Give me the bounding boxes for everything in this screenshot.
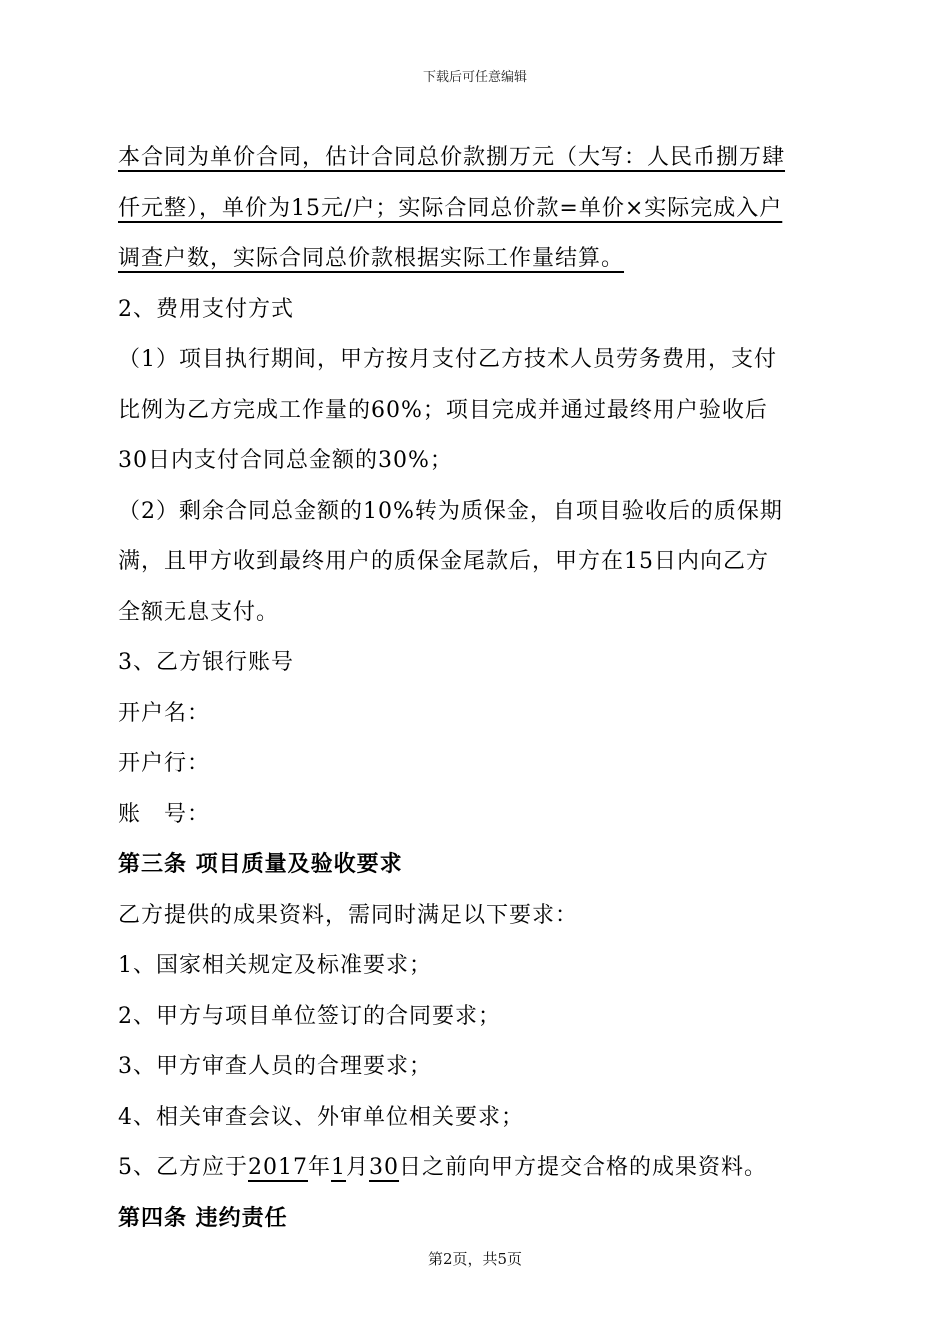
payment-clause-1-line-2: 比例为乙方完成工作量的60%；项目完成并通过最终用户验收后 (118, 397, 768, 423)
payment-clause-1-line-3: 30日内支付合同总金额的30%； (118, 448, 453, 473)
article-4-heading: 第四条 违约责任 (118, 1205, 288, 1231)
deadline-month: 1 (331, 1155, 347, 1180)
page-footer: 第2页，共5页 (427, 1250, 523, 1268)
price-paragraph-line-3 (118, 234, 833, 285)
requirement-item-4: 4、相关审查会议、外审单位相关要求； (118, 1104, 524, 1130)
article-3-heading: 第三条 项目质量及验收要求 (118, 852, 403, 877)
requirement-item-2: 2、甲方与项目单位签订的合同要求； (118, 1003, 501, 1029)
section-title-bank: 3、乙方银行账号 (118, 650, 294, 675)
deadline-month-unit: 月 (346, 1155, 370, 1180)
bank-account-number: 账 号： (118, 801, 211, 827)
price-paragraph-line-1 (118, 133, 833, 184)
bank-account-name: 开户名： (118, 700, 211, 726)
deadline-prefix: 5、乙方应于 (118, 1155, 248, 1180)
price-text: 仟元整），单价为15元/户；实际合同总价款=单价×实际完成入户 (118, 195, 783, 221)
price-text: 调查户数，实际合同总价款根据实际工作量结算。 (118, 246, 625, 271)
requirement-item-5 (118, 1143, 833, 1194)
deadline-year-unit: 年 (308, 1155, 332, 1180)
payment-clause-2-line-1: （2）剩余合同总金额的10%转为质保金，自项目验收后的质保期 (118, 498, 783, 524)
section-title-payment: 2、费用支付方式 (118, 296, 294, 322)
payment-clause-2-line-3: 全额无息支付。 (118, 599, 280, 625)
article-3-intro: 乙方提供的成果资料，需同时满足以下要求： (118, 902, 579, 928)
payment-clause-1-line-1: （1）项目执行期间，甲方按月支付乙方技术人员劳务费用，支付 (118, 347, 777, 372)
price-paragraph-line-2 (118, 184, 833, 235)
page-header: 下载后可任意编辑 (422, 70, 527, 85)
payment-clause-2-line-2: 满，且甲方收到最终用户的质保金尾款后，甲方在15日内向乙方 (118, 549, 769, 574)
deadline-suffix: 日之前向甲方提交合格的成果资料。 (399, 1155, 768, 1180)
deadline-year: 2017 (248, 1155, 308, 1180)
price-text: 本合同为单价合同，估计合同总价款捌万元（大写：人民币捌万肆 (118, 145, 786, 170)
document-body (118, 133, 833, 1244)
requirement-item-1: 1、国家相关规定及标准要求； (118, 953, 432, 978)
requirement-item-3: 3、甲方审查人员的合理要求； (118, 1054, 432, 1079)
bank-branch: 开户行： (118, 751, 211, 776)
deadline-day: 30 (369, 1155, 400, 1180)
